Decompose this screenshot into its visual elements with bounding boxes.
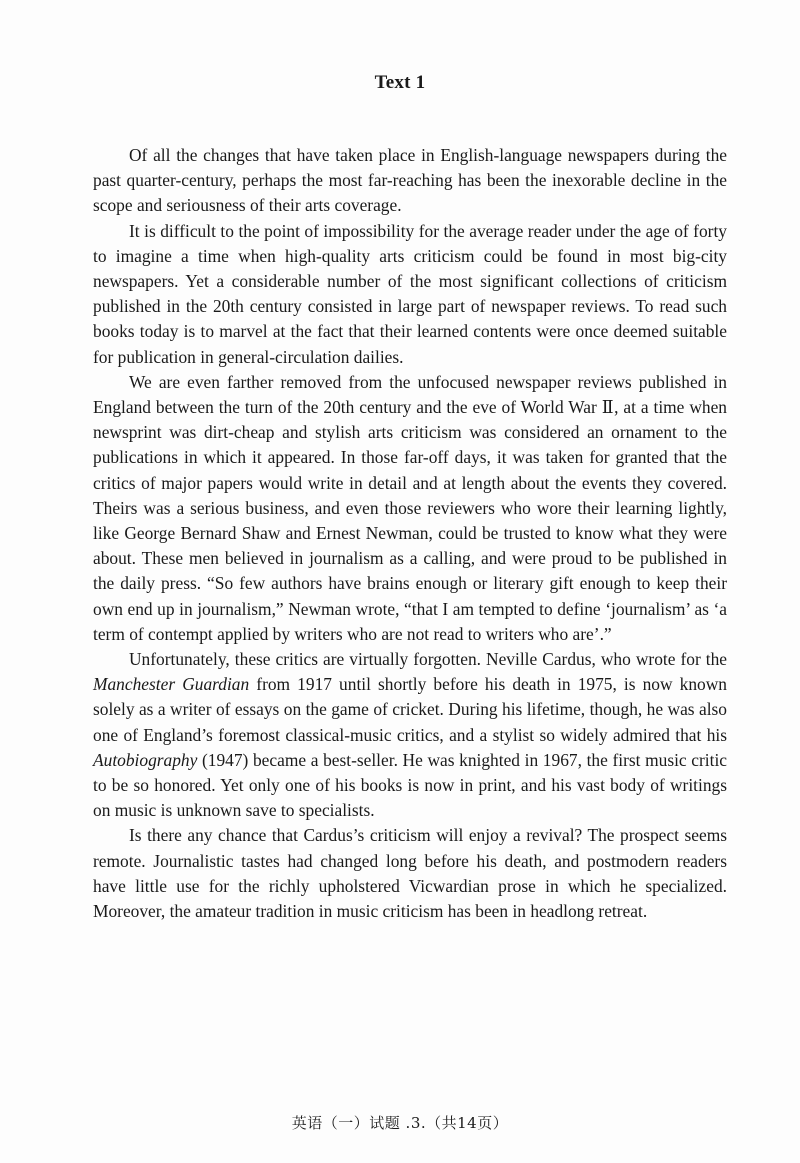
paragraph-5 xyxy=(93,823,727,924)
page-title: Text 1 xyxy=(374,72,426,93)
paragraph-2 xyxy=(93,219,727,370)
text-run: Is there any chance that Cardus’s criticism will enjoy a revival? The prospect seems remote. Journalistic tastes had changed long before his death, and postmodern readers have little use for the richly upholstered Vicwardian prose in which he specialized. Moreover, the amateur tradition in music criticism has been in headlong retreat. xyxy=(93,825,727,922)
passage-body xyxy=(93,143,727,924)
paragraph-1 xyxy=(93,143,727,219)
italic-title: Autobiography xyxy=(93,749,198,770)
text-run: from 1917 until shortly before his death in 1975, is now known solely as a writer of essays on the game of cricket. During his lifetime, though, he was also one of England’s foremost classical-music critics, and a stylist so widely admired that his xyxy=(93,674,727,745)
text-run: Unfortunately, these critics are virtually forgotten. Neville Cardus, who wrote for the xyxy=(129,649,727,670)
text-run: We are even farther removed from the unfocused newspaper reviews published in England between the turn of the 20th century and the eve of World War Ⅱ, at a time when newsprint was dirt-cheap and stylish arts criticism was considered an ornament to the publications in which it appeared. In those far-off days, it was taken for granted that the critics of major papers would write in detail and at length about the events they covered. Theirs was a serious business, and even those reviewers who wore their learning lightly, like George Bernard Shaw and Ernest Newman, could be trusted to know what they were about. These men believed in journalism as a calling, and were proud to be published in the daily press. “So few authors have brains enough or literary gift enough to keep their own end up in journalism,” Newman wrote, “that I am tempted to define ‘journalism’ as ‘a term of contempt applied by writers who are not read to writers who are’.” xyxy=(93,371,727,644)
paragraph-3 xyxy=(93,370,727,647)
page-footer: 英语（一）试题 .3.（共14页） xyxy=(291,1114,509,1132)
text-run: (1947) became a best-seller. He was knighted in 1967, the first music critic to be so honored. Yet only one of his books is now in print, and his vast body of writings on music is unknown save to specialists. xyxy=(93,749,727,821)
italic-title: Manchester Guardian xyxy=(93,674,250,695)
text-run: It is difficult to the point of impossibility for the average reader under the age of forty to imagine a time when high-quality arts criticism could be found in most big-city newspapers. Yet a considerable number of the most significant collections of criticism published in the 20th century consisted in large part of newspaper reviews. To read such books today is to marvel at the fact that their learned contents were once deemed suitable for publication in general-circulation dailies. xyxy=(93,220,727,367)
text-run: Of all the changes that have taken place in English-language newspapers during the past quarter-century, perhaps the most far-reaching has been the inexorable decline in the scope and seriousness of their arts coverage. xyxy=(93,145,727,216)
paragraph-4 xyxy=(93,647,727,823)
